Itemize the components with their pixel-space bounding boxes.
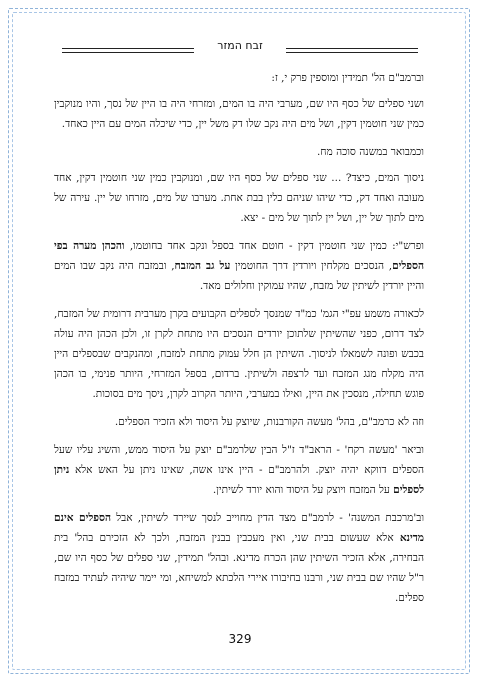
body-text (54, 68, 424, 614)
paragraph-2-quote: ושני ספלים של כסף היו שם, מערבי היה בו המים, ומזרחי היה בו היין של נסך, והיו מנוקבין כמין שני חוטמין דקין, ושל מים היה נקב שלו דק משל יין, כדי שיכלה המים עם היין כאחד. (54, 98, 424, 130)
rashi-bold-2: על גב המזבח (174, 260, 231, 272)
rashi-bold-1: והכהן מערה בפי הספלים (54, 240, 425, 272)
header-rule-right-bottom (286, 52, 418, 53)
paragraph-9-mirkeves-hamishna (54, 508, 424, 608)
paragraph-9-text-start: וב'מרכבת המשנה' - לרמב"ם מצד הדין מחוייב לנסך שיירד לשיתין, אבל (111, 512, 425, 524)
header-rule-left-bottom (62, 52, 194, 53)
rashi-text-start: ופרש"י: כמין שני חוטמין דקין - חוטם אחד בספל ונקב אחד בחוטמו, (124, 240, 424, 252)
paragraph-8-maaseh-rokeach (54, 440, 424, 500)
paragraph-8-text-start: וביאר 'מעשה רקח' - הראב"ד ז"ל הבין שלרמב"ם יוצק על היסוד ממש, והשיג עליו שעל הספלים דווקא יהיה יוצק. ולהרמב"ם - היין אינו אשה, שאינו ניתן על האש אלא (54, 444, 424, 476)
rashi-text-mid: , הנסכים מקלחין ויורדין דרך החוטמין (230, 260, 393, 272)
header-title: זבח המזר (217, 39, 263, 52)
page-number: 329 (228, 632, 252, 646)
rashi-text-end: , ובמזבח היה נקב שבו המים והיין יורדין לשיתין של מזבח, שהיו עמוקין וחלולים מאד. (54, 260, 424, 292)
header-rule-right-top (286, 48, 418, 49)
paragraph-5-rashi (54, 236, 424, 296)
paragraph-8-text-end: על המזבח ויוצק על היסוד והוא יורד לשיתין. (212, 484, 394, 496)
paragraph-8-bold: ניתן לספלים (54, 464, 424, 496)
running-header (62, 38, 418, 60)
paragraph-3: וכמבואר במשנה סוכה מח. (316, 146, 424, 158)
paragraph-9-bold: הספלים אינם מדינא (54, 512, 424, 544)
paragraph-1: וברמב"ם הל' תמידין ומוספין פרק י, ז: (271, 72, 424, 84)
paragraph-9-text-end: אלא שעשום בבית שני, ואין מעכבין בבנין המזבח, ולכך לא הזכירם בהל' בית הבחירה, אלא הזכיר השיתין שהן הכרח מדינא. ובהל' תמידין, שני ספלים של כסף היו שם, ר"ל שהיו שם בבית שני, ורבנו בחיבורו איירי הלכתא למשיחא, ומי יימר שיהיה לעתיד במזבח ספלים. (54, 532, 424, 604)
paragraph-4-mishna-quote: ניסוך המים, כיצד? ... שני ספלים של כסף היו שם, ומנוקבין כמין שני חוטמין דקין, אחד מעובה ואחד דק, כדי שיהו שניהם כלין בבת אחת. מערבו של מים, מזרחו של יין. עירה של מים לתוך של יין, ושל יין לתוך של מים - יצא. (54, 172, 424, 224)
paragraph-7: וזה לא כרמב"ם, בהל' מעשה הקורבנות, שיוצק על היסוד ולא הזכיר הספלים. (114, 416, 424, 428)
paragraph-6: לכאורה משמע עפ"י הגמ' כמ"ד שמנסך לספלים הקבועים בקרן מערבית דרומית של המזבח, לצד דרום, כפני שהשיתין שלתוכן יורדים הנסכים היו מתחת לקרן זו, ולכן הכהן היה עולה בכבש ופונה לשמאלו לניסוך. השיתין הן חלל עמוק מתחת למזבח, ומהנקבים שבספלים היין היה מקלח מגג המזבח ועד לרצפה ולשיתין. ברדום, בספל המזרחי, היותר פנימי, בו הכהן פוגש תחילה, מנסכין את היין, ואילו במערבי, היותר הקרוב לקרן, ניסך מים בסוכות. (54, 308, 424, 400)
